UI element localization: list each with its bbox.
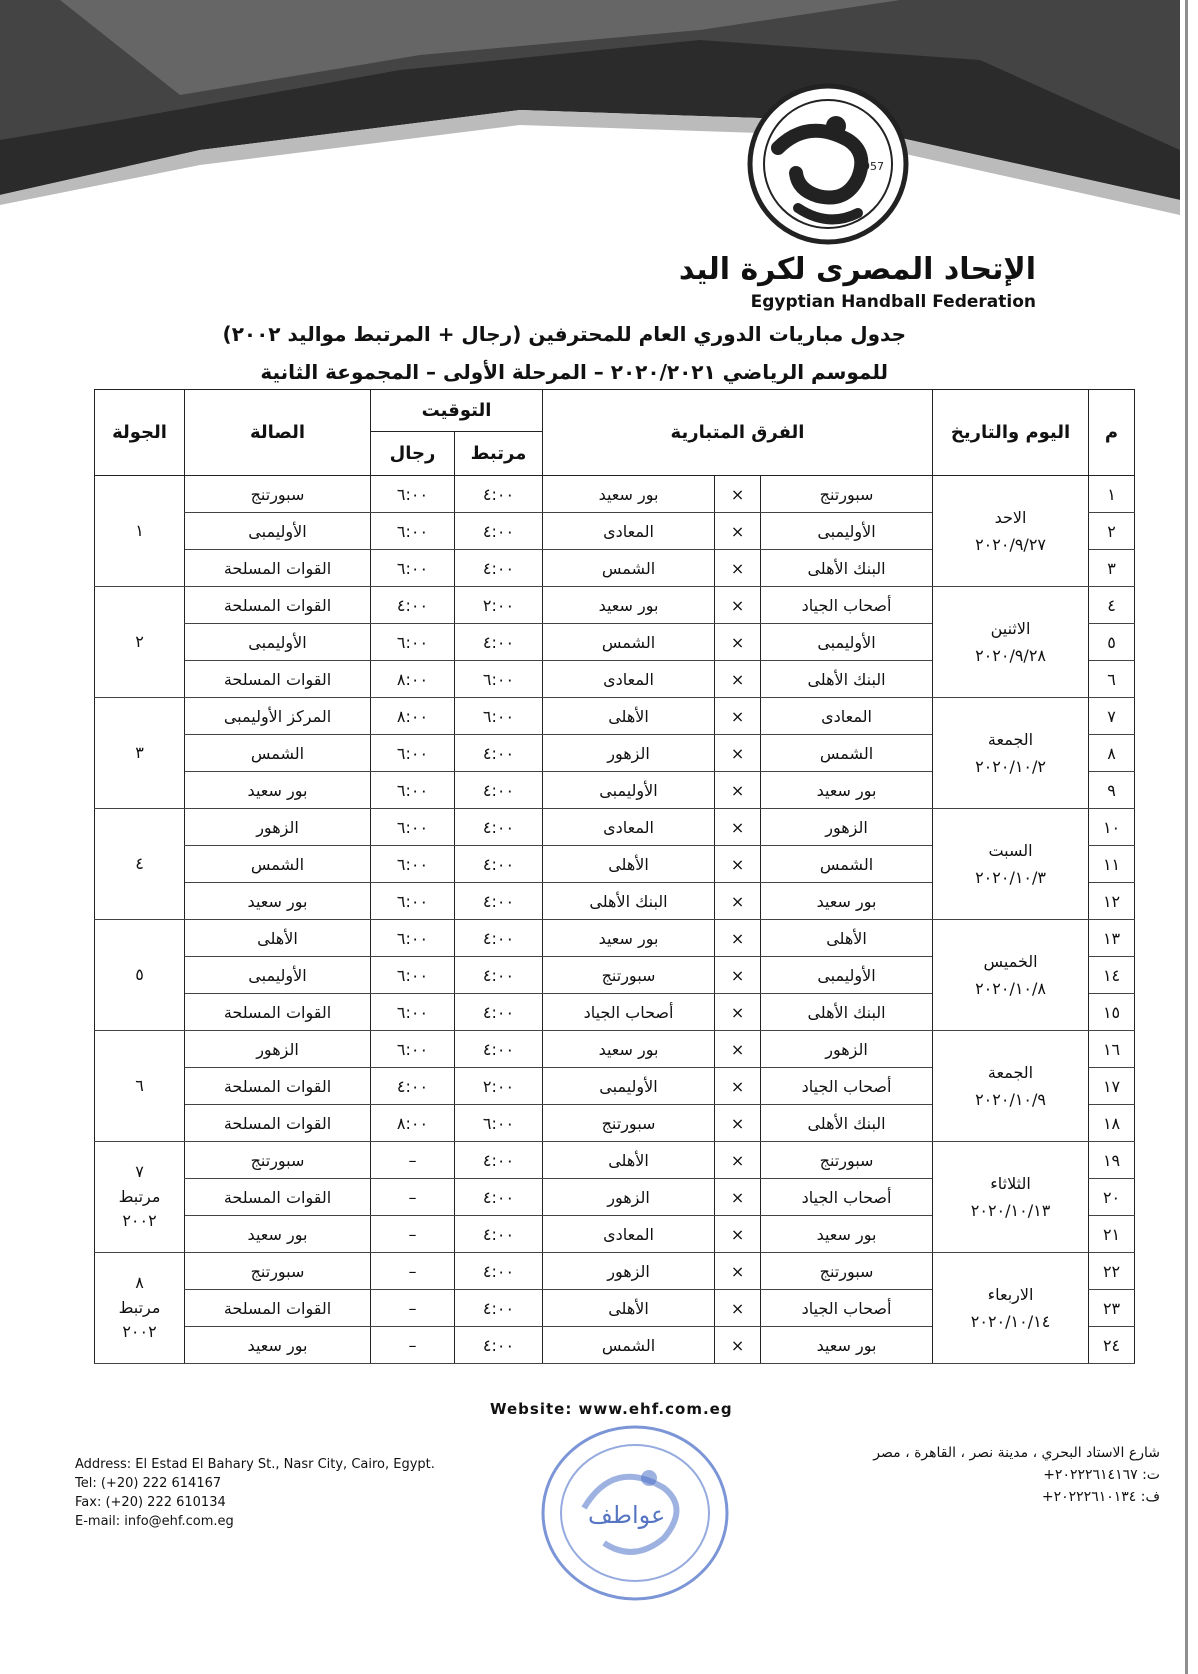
away-team: الأوليمبى	[543, 772, 715, 809]
table-row	[95, 1253, 1135, 1290]
match-number: ١٥	[1089, 994, 1135, 1031]
header-banner	[0, 0, 1198, 240]
home-team: بور سعيد	[761, 1216, 933, 1253]
youth-time: ٤:٠٠	[455, 1179, 543, 1216]
match-number: ٢٤	[1089, 1327, 1135, 1364]
home-team: سبورتنج	[761, 476, 933, 513]
match-day: الجمعة	[987, 730, 1034, 749]
hall-name: بور سعيد	[185, 772, 371, 809]
round-number	[95, 698, 185, 809]
footer-contact-arabic	[873, 1442, 1160, 1508]
youth-time: ٤:٠٠	[455, 550, 543, 587]
match-day-date	[933, 1142, 1089, 1253]
men-time: ٦:٠٠	[371, 735, 455, 772]
men-time: ٦:٠٠	[371, 920, 455, 957]
away-team: بور سعيد	[543, 476, 715, 513]
versus-mark: ×	[715, 550, 761, 587]
men-time: ٦:٠٠	[371, 883, 455, 920]
away-team: الزهور	[543, 1253, 715, 1290]
round-label-line: ٥	[135, 964, 144, 984]
header-day-date: اليوم والتاريخ	[933, 390, 1089, 476]
header-teams: الفرق المتبارية	[543, 390, 933, 476]
match-number: ٢١	[1089, 1216, 1135, 1253]
versus-mark: ×	[715, 513, 761, 550]
away-team: الأهلى	[543, 846, 715, 883]
table-row	[95, 698, 1135, 735]
home-team: بور سعيد	[761, 772, 933, 809]
home-team: البنك الأهلى	[761, 550, 933, 587]
youth-time: ٦:٠٠	[455, 1105, 543, 1142]
men-time: ٦:٠٠	[371, 550, 455, 587]
men-time: ٦:٠٠	[371, 513, 455, 550]
away-team: الأهلى	[543, 1142, 715, 1179]
address-english: Address: El Estad El Bahary St., Nasr City, Cairo, Egypt.	[75, 1457, 435, 1472]
match-day-date	[933, 920, 1089, 1031]
match-number: ٢٣	[1089, 1290, 1135, 1327]
men-time: ٦:٠٠	[371, 476, 455, 513]
fax-english: Fax: (+20) 222 610134	[75, 1495, 226, 1510]
match-number: ١٢	[1089, 883, 1135, 920]
match-number: ٩	[1089, 772, 1135, 809]
youth-time: ٢:٠٠	[455, 587, 543, 624]
address-arabic: شارع الاستاد البحري ، مدينة نصر ، القاهرة ، مصر	[873, 1445, 1160, 1461]
match-number: ٨	[1089, 735, 1135, 772]
match-day-date	[933, 476, 1089, 587]
youth-time: ٦:٠٠	[455, 661, 543, 698]
youth-time: ٦:٠٠	[455, 698, 543, 735]
hall-name: الشمس	[185, 846, 371, 883]
match-number: ١٣	[1089, 920, 1135, 957]
youth-time: ٤:٠٠	[455, 1327, 543, 1364]
match-number: ٤	[1089, 587, 1135, 624]
hall-name: الأوليمبى	[185, 624, 371, 661]
round-label-line: مرتبط	[118, 1297, 161, 1317]
federation-name-english: Egyptian Handball Federation	[750, 292, 1036, 312]
hall-name: الأهلى	[185, 920, 371, 957]
hall-name: الشمس	[185, 735, 371, 772]
home-team: أصحاب الجياد	[761, 1068, 933, 1105]
away-team: الشمس	[543, 1327, 715, 1364]
hall-name: القوات المسلحة	[185, 1068, 371, 1105]
match-number: ١٩	[1089, 1142, 1135, 1179]
hall-name: سبورتنج	[185, 1142, 371, 1179]
round-number	[95, 1253, 185, 1364]
email-english[interactable]: E-mail: info@ehf.com.eg	[75, 1514, 234, 1529]
match-day-date	[933, 809, 1089, 920]
match-day: الاحد	[994, 508, 1027, 527]
home-team: سبورتنج	[761, 1142, 933, 1179]
versus-mark: ×	[715, 1142, 761, 1179]
home-team: أصحاب الجياد	[761, 1179, 933, 1216]
match-day: الخميس	[983, 952, 1038, 971]
hall-name: القوات المسلحة	[185, 994, 371, 1031]
match-date: ٢٠٢٠/١٠/١٤	[970, 1312, 1051, 1331]
match-number: ١	[1089, 476, 1135, 513]
away-team: سبورتنج	[543, 957, 715, 994]
versus-mark: ×	[715, 1327, 761, 1364]
match-number: ١٧	[1089, 1068, 1135, 1105]
round-label-line: ٢	[135, 631, 144, 651]
versus-mark: ×	[715, 1068, 761, 1105]
home-team: البنك الأهلى	[761, 661, 933, 698]
home-team: سبورتنج	[761, 1253, 933, 1290]
away-team: الأهلى	[543, 698, 715, 735]
hall-name: بور سعيد	[185, 883, 371, 920]
men-time: –	[371, 1327, 455, 1364]
home-team: الشمس	[761, 846, 933, 883]
match-day-date	[933, 1031, 1089, 1142]
away-team: المعادى	[543, 661, 715, 698]
home-team: الأوليمبى	[761, 957, 933, 994]
round-label-line: ٣	[135, 742, 144, 762]
home-team: الأوليمبى	[761, 513, 933, 550]
away-team: بور سعيد	[543, 587, 715, 624]
match-day: السبت	[988, 841, 1033, 860]
round-label-line: مرتبط	[118, 1186, 161, 1206]
home-team: البنك الأهلى	[761, 994, 933, 1031]
youth-time: ٤:٠٠	[455, 1216, 543, 1253]
away-team: المعادى	[543, 1216, 715, 1253]
round-label-line: ٨	[135, 1272, 144, 1292]
round-label-line: ٧	[135, 1161, 144, 1181]
page-edge	[1185, 0, 1188, 1674]
round-number	[95, 809, 185, 920]
youth-time: ٤:٠٠	[455, 513, 543, 550]
header-num: م	[1089, 390, 1135, 476]
match-day: الثلاثاء	[990, 1174, 1031, 1193]
men-time: ٦:٠٠	[371, 1031, 455, 1068]
hall-name: الأوليمبى	[185, 957, 371, 994]
men-time: ٦:٠٠	[371, 772, 455, 809]
fax-arabic: ف: ٢٠٢٢٢٦١٠١٣٤+	[1041, 1489, 1160, 1505]
telephone-arabic: ت: ٢٠٢٢٢٦١٤١٦٧+	[1043, 1467, 1160, 1483]
men-time: ٤:٠٠	[371, 587, 455, 624]
round-label-line: ٤	[135, 853, 144, 873]
match-date: ٢٠٢٠/٩/٢٧	[975, 535, 1046, 554]
men-time: –	[371, 1290, 455, 1327]
document-title: جدول مباريات الدوري العام للمحترفين (رجال + المرتبط مواليد ٢٠٠٢)	[222, 322, 906, 346]
versus-mark: ×	[715, 772, 761, 809]
away-team: سبورتنج	[543, 1105, 715, 1142]
document-subtitle: للموسم الرياضي ٢٠٢٠/٢٠٢١ – المرحلة الأولى – المجموعة الثانية	[260, 360, 888, 384]
hall-name: القوات المسلحة	[185, 550, 371, 587]
away-team: المعادى	[543, 513, 715, 550]
match-date: ٢٠٢٠/١٠/١٣	[970, 1201, 1051, 1220]
versus-mark: ×	[715, 624, 761, 661]
match-number: ١١	[1089, 846, 1135, 883]
youth-time: ٤:٠٠	[455, 772, 543, 809]
youth-time: ٤:٠٠	[455, 846, 543, 883]
home-team: أصحاب الجياد	[761, 587, 933, 624]
footer-contact-english	[75, 1455, 435, 1531]
hall-name: القوات المسلحة	[185, 661, 371, 698]
men-time: –	[371, 1253, 455, 1290]
table-row	[95, 1142, 1135, 1179]
header-round: الجولة	[95, 390, 185, 476]
versus-mark: ×	[715, 883, 761, 920]
table-row	[95, 476, 1135, 513]
round-number	[95, 920, 185, 1031]
header-timing: التوقيت	[371, 390, 543, 432]
men-time: ٦:٠٠	[371, 624, 455, 661]
men-time: –	[371, 1179, 455, 1216]
match-number: ٣	[1089, 550, 1135, 587]
match-day-date	[933, 587, 1089, 698]
home-team: بور سعيد	[761, 883, 933, 920]
men-time: ٤:٠٠	[371, 1068, 455, 1105]
match-number: ١٠	[1089, 809, 1135, 846]
svg-text:1957: 1957	[856, 160, 884, 173]
svg-text:عواطف: عواطف	[588, 1501, 666, 1529]
men-time: –	[371, 1216, 455, 1253]
versus-mark: ×	[715, 846, 761, 883]
round-number	[95, 476, 185, 587]
versus-mark: ×	[715, 735, 761, 772]
youth-time: ٤:٠٠	[455, 624, 543, 661]
hall-name: الزهور	[185, 1031, 371, 1068]
away-team: الزهور	[543, 735, 715, 772]
youth-time: ٤:٠٠	[455, 1031, 543, 1068]
men-time: ٨:٠٠	[371, 1105, 455, 1142]
header-men-time: رجال	[371, 432, 455, 476]
youth-time: ٤:٠٠	[455, 476, 543, 513]
away-team: بور سعيد	[543, 1031, 715, 1068]
match-number: ١٦	[1089, 1031, 1135, 1068]
hall-name: سبورتنج	[185, 476, 371, 513]
men-time: ٨:٠٠	[371, 661, 455, 698]
home-team: المعادى	[761, 698, 933, 735]
hall-name: الزهور	[185, 809, 371, 846]
round-number	[95, 1031, 185, 1142]
match-number: ٧	[1089, 698, 1135, 735]
versus-mark: ×	[715, 994, 761, 1031]
hall-name: المركز الأوليمبى	[185, 698, 371, 735]
hall-name: الأوليمبى	[185, 513, 371, 550]
round-label-line: ٢٠٠٢	[122, 1322, 157, 1342]
youth-time: ٤:٠٠	[455, 735, 543, 772]
round-number	[95, 587, 185, 698]
header-youth-time: مرتبط	[455, 432, 543, 476]
match-number: ٥	[1089, 624, 1135, 661]
table-row	[95, 587, 1135, 624]
hall-name: القوات المسلحة	[185, 1290, 371, 1327]
round-number	[95, 1142, 185, 1253]
men-time: ٦:٠٠	[371, 957, 455, 994]
men-time: ٦:٠٠	[371, 994, 455, 1031]
youth-time: ٤:٠٠	[455, 920, 543, 957]
match-number: ٢٠	[1089, 1179, 1135, 1216]
match-number: ٦	[1089, 661, 1135, 698]
youth-time: ٤:٠٠	[455, 809, 543, 846]
home-team: الأوليمبى	[761, 624, 933, 661]
versus-mark: ×	[715, 920, 761, 957]
match-number: ٢	[1089, 513, 1135, 550]
match-number: ١٤	[1089, 957, 1135, 994]
versus-mark: ×	[715, 476, 761, 513]
youth-time: ٢:٠٠	[455, 1068, 543, 1105]
hall-name: بور سعيد	[185, 1216, 371, 1253]
match-date: ٢٠٢٠/١٠/٨	[975, 979, 1046, 998]
match-day: الاربعاء	[987, 1285, 1034, 1304]
hall-name: القوات المسلحة	[185, 1179, 371, 1216]
table-row	[95, 1031, 1135, 1068]
youth-time: ٤:٠٠	[455, 1253, 543, 1290]
federation-name-arabic: الإتحاد المصرى لكرة اليد	[678, 252, 1036, 287]
versus-mark: ×	[715, 957, 761, 994]
home-team: الأهلى	[761, 920, 933, 957]
away-team: المعادى	[543, 809, 715, 846]
youth-time: ٤:٠٠	[455, 1142, 543, 1179]
youth-time: ٤:٠٠	[455, 883, 543, 920]
away-team: الشمس	[543, 550, 715, 587]
match-schedule-table	[94, 389, 1135, 1364]
versus-mark: ×	[715, 698, 761, 735]
away-team: الأهلى	[543, 1290, 715, 1327]
versus-mark: ×	[715, 1216, 761, 1253]
match-number: ٢٢	[1089, 1253, 1135, 1290]
round-label-line: ٦	[135, 1075, 144, 1095]
stamp-icon	[524, 1418, 746, 1608]
match-date: ٢٠٢٠/١٠/٢	[975, 757, 1046, 776]
match-date: ٢٠٢٠/١٠/٣	[975, 868, 1046, 887]
home-team: الزهور	[761, 1031, 933, 1068]
website-link[interactable]: Website: www.ehf.com.eg	[490, 1400, 733, 1418]
men-time: ٨:٠٠	[371, 698, 455, 735]
youth-time: ٤:٠٠	[455, 994, 543, 1031]
away-team: الزهور	[543, 1179, 715, 1216]
versus-mark: ×	[715, 587, 761, 624]
match-day-date	[933, 1253, 1089, 1364]
versus-mark: ×	[715, 661, 761, 698]
match-day: الاثنين	[990, 619, 1031, 638]
match-number: ١٨	[1089, 1105, 1135, 1142]
men-time: –	[371, 1142, 455, 1179]
away-team: الشمس	[543, 624, 715, 661]
hall-name: القوات المسلحة	[185, 587, 371, 624]
hall-name: القوات المسلحة	[185, 1105, 371, 1142]
table-row	[95, 920, 1135, 957]
away-team: البنك الأهلى	[543, 883, 715, 920]
hall-name: بور سعيد	[185, 1327, 371, 1364]
home-team: بور سعيد	[761, 1327, 933, 1364]
match-day-date	[933, 698, 1089, 809]
away-team: الأوليمبى	[543, 1068, 715, 1105]
versus-mark: ×	[715, 1105, 761, 1142]
federation-logo-icon	[738, 78, 918, 250]
home-team: البنك الأهلى	[761, 1105, 933, 1142]
versus-mark: ×	[715, 1290, 761, 1327]
away-team: بور سعيد	[543, 920, 715, 957]
home-team: الزهور	[761, 809, 933, 846]
table-row	[95, 809, 1135, 846]
hall-name: سبورتنج	[185, 1253, 371, 1290]
youth-time: ٤:٠٠	[455, 957, 543, 994]
home-team: الشمس	[761, 735, 933, 772]
versus-mark: ×	[715, 1031, 761, 1068]
away-team: أصحاب الجياد	[543, 994, 715, 1031]
youth-time: ٤:٠٠	[455, 1290, 543, 1327]
round-label-line: ١	[135, 520, 144, 540]
home-team: أصحاب الجياد	[761, 1290, 933, 1327]
match-date: ٢٠٢٠/٩/٢٨	[975, 646, 1046, 665]
men-time: ٦:٠٠	[371, 846, 455, 883]
telephone-english: Tel: (+20) 222 614167	[75, 1476, 222, 1491]
versus-mark: ×	[715, 809, 761, 846]
men-time: ٦:٠٠	[371, 809, 455, 846]
round-label-line: ٢٠٠٢	[122, 1211, 157, 1231]
match-date: ٢٠٢٠/١٠/٩	[975, 1090, 1046, 1109]
match-day: الجمعة	[987, 1063, 1034, 1082]
versus-mark: ×	[715, 1179, 761, 1216]
header-hall: الصالة	[185, 390, 371, 476]
versus-mark: ×	[715, 1253, 761, 1290]
